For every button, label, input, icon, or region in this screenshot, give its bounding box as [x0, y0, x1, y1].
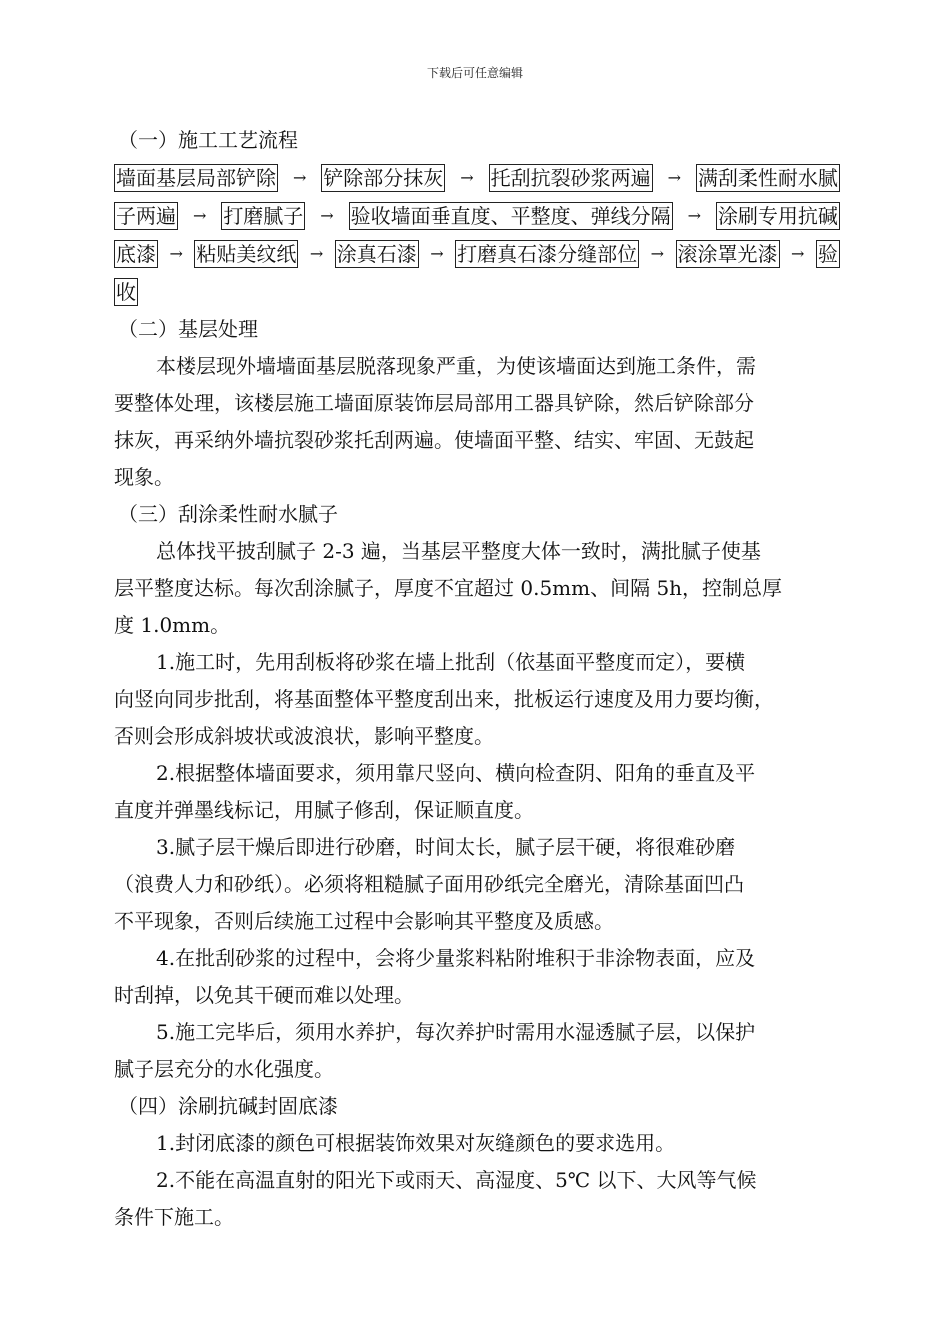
- text-line: 腻子层充分的水化强度。: [114, 1057, 334, 1081]
- flow-step: 打磨真石漆分缝部位: [457, 242, 638, 266]
- text-line: 4.在批刮砂浆的过程中，会将少量浆料粘附堆积于非涂物表面，应及: [156, 946, 756, 970]
- text-line: 要整体处理，该楼层施工墙面原装饰层局部用工器具铲除，然后铲除部分: [114, 391, 754, 415]
- text-line: 2.根据整体墙面要求，须用靠尺竖向、横向检查阴、阳角的垂直及平: [156, 761, 756, 785]
- arrow-right-icon: →: [650, 244, 665, 263]
- paragraph: [114, 755, 840, 829]
- text-line: 1.封闭底漆的颜色可根据装饰效果对灰缝颜色的要求选用。: [156, 1131, 676, 1155]
- paragraph: [114, 1162, 840, 1236]
- paragraph: [114, 1125, 840, 1162]
- flow-step: 粘贴美纹纸: [196, 242, 297, 266]
- flow-step: 滚涂罩光漆: [677, 242, 778, 266]
- arrow-right-icon: →: [292, 168, 307, 187]
- paragraph: [114, 829, 840, 940]
- page-header: 下载后可任意编辑: [426, 66, 523, 80]
- flow-step: 底漆: [116, 242, 156, 266]
- flow-step: 验: [817, 242, 838, 266]
- text-line: 时刮掉，以免其干硬而难以处理。: [114, 983, 414, 1007]
- text-line: 抹灰，再采纳外墙抗裂砂浆托刮两遍。使墙面平整、结实、牢固、无鼓起: [114, 428, 754, 452]
- paragraph: [114, 940, 840, 1014]
- flow-step: 打磨腻子: [223, 204, 304, 228]
- section-2-title: （二）基层处理: [118, 317, 258, 341]
- arrow-right-icon: →: [430, 244, 444, 263]
- text-line: 总体找平披刮腻子 2-3 遍，当基层平整度大体一致时，满批腻子使基: [156, 539, 761, 563]
- arrow-right-icon: →: [320, 206, 334, 225]
- paragraph: [114, 348, 840, 496]
- arrow-right-icon: →: [169, 244, 183, 263]
- section-3-title: （三）刮涂柔性耐水腻子: [118, 502, 338, 526]
- text-line: 度 1.0mm。: [114, 613, 231, 637]
- text-line: 直度并弹墨线标记，用腻子修刮，保证顺直度。: [114, 798, 534, 822]
- text-line: 层平整度达标。每次刮涂腻子，厚度不宜超过 0.5mm、间隔 5h，控制总厚: [114, 576, 783, 600]
- flow-line-4: [114, 273, 840, 311]
- text-line: 否则会形成斜坡状或波浪状，影响平整度。: [114, 724, 494, 748]
- paragraph: [114, 1014, 840, 1088]
- arrow-right-icon: →: [460, 168, 474, 187]
- flow-step: 墙面基层局部铲除: [116, 166, 276, 190]
- flow-line-3: [114, 235, 840, 273]
- text-line: 不平现象，否则后续施工过程中会影响其平整度及质感。: [114, 909, 614, 933]
- text-line: 条件下施工。: [114, 1205, 234, 1229]
- document-body: [114, 122, 840, 1236]
- arrow-right-icon: →: [309, 244, 324, 263]
- flow-step: 铲除部分抹灰: [323, 166, 444, 190]
- flow-line-2: [114, 197, 840, 235]
- text-line: 1.施工时，先用刮板将砂浆在墙上批刮（依基面平整度而定），要横: [156, 650, 746, 674]
- section-1-title: （一）施工工艺流程: [118, 128, 298, 152]
- flow-step: 验收墙面垂直度、平整度、弹线分隔: [350, 204, 671, 228]
- text-line: 现象。: [114, 465, 174, 489]
- process-flow: [114, 159, 840, 311]
- text-line: 3.腻子层干燥后即进行砂磨，时间太长，腻子层干硬，将很难砂磨: [156, 835, 736, 859]
- paragraph: [114, 533, 840, 644]
- flow-step: 收: [116, 280, 136, 304]
- flow-step: 托刮抗裂砂浆两遍: [490, 166, 651, 190]
- text-line: 5.施工完毕后，须用水养护，每次养护时需用水湿透腻子层，以保护: [156, 1020, 756, 1044]
- arrow-right-icon: →: [192, 206, 207, 225]
- arrow-right-icon: →: [687, 206, 701, 225]
- flow-step: 满刮柔性耐水腻: [697, 166, 838, 190]
- paragraph: [114, 644, 840, 755]
- arrow-right-icon: →: [790, 244, 805, 263]
- text-line: 向竖向同步批刮，将基面整体平整度刮出来，批板运行速度及用力要均衡，: [114, 687, 774, 711]
- arrow-right-icon: →: [667, 168, 681, 187]
- text-line: 本楼层现外墙墙面基层脱落现象严重，为使该墙面达到施工条件，需: [156, 354, 756, 378]
- flow-line-1: [114, 159, 840, 197]
- text-line: （浪费人力和砂纸）。必须将粗糙腻子面用砂纸完全磨光，清除基面凹凸: [114, 872, 744, 896]
- flow-step: 涂真石漆: [336, 242, 417, 266]
- text-line: 2.不能在高温直射的阳光下或雨天、高湿度、5℃ 以下、大风等气候: [156, 1168, 757, 1192]
- flow-step: 子两遍: [116, 204, 176, 228]
- section-4-title: （四）涂刷抗碱封固底漆: [118, 1094, 338, 1118]
- flow-step: 涂刷专用抗碱: [717, 204, 838, 228]
